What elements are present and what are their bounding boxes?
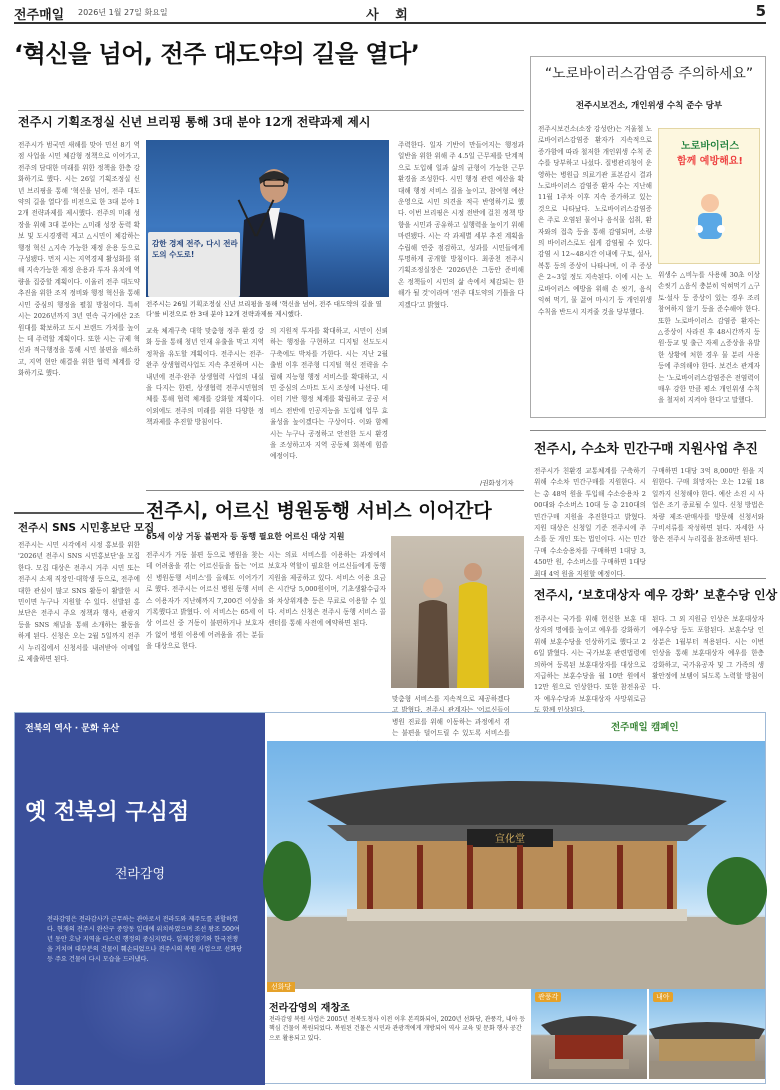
naea-photo [649,989,765,1079]
sns-title: 전주시 SNS 시민홍보단 모집 [18,522,155,534]
heritage-feature [14,712,766,1084]
norovirus-col1: 전주시보건소(소장 강성란)는 겨울철 노로바이러스감염증 환자가 지속적으로 증가함에 따라 철저한 개인위생 수칙 준수를 당부하고 나섰다. 질병관리청이 운영하는 병원급 의료기관 표본감시 결과 노로바이러스 감염증 환자 수는 지난해 11월 1주차 이후 지속 증가하고 있는 것으로 나타났다. 노로바이러스감염증은 주로 오염된 물이나 음식물 섭취, 환자와의 접촉 등을 통해 감염되며, 소량의 바이러스로도 쉽게 감염될 수 있다. 감염 시 12~48시간 이내에 구토, 설사, 복통 등의 증상이 나타나며, 이 주 증상은 2~3일 정도 지속된다. 이에 시는 노로바이러스 예방을 위해 손 씻기, 음식 익혀 먹기, 물 끓여 마시기 등 개인위생 수칙을 반드시 지켜줄 것을 당부했다. [538,125,652,316]
elderly-person-figure [411,574,455,688]
norovirus-subtitle: 전주시보건소, 개인위생 수칙 준수 당부 [575,101,723,111]
hydrogen-title: 전주시, 수소차 민간구매 지원사업 추진 [534,442,758,457]
top-subhead: 전주시 기획조정실 신년 브리핑 통해 3대 분야 12개 전략과제 제시 [18,110,524,130]
hospital-subhead: 65세 이상 거동 불편자 등 동행 필요한 어르신 대상 지원 [146,532,345,541]
hydrogen-col2: 구매하면 1대당 3억 8,000만 원을 지원한다. 구매 희망자는 오는 12월 18일까지 신청해야 한다. 예산 소진 시 사업은 조기 종료될 수 있다. 신청 방법은 차량 제조·판매사를 방문해 신청서와 구비서류를 작성하면 된다. 자세한 사항은 전주시 누리집을 참조하면 된다. [652,467,764,544]
divider [146,490,524,491]
page-number: 5 [755,2,766,20]
top-story-byline: /권화성기자 [480,479,514,487]
heritage-title: 옛 전북의 구심점 [25,800,190,825]
hospital-title: 전주시, 어르신 병원동행 서비스 이어간다 [146,500,492,522]
masthead [14,4,766,24]
seonhwadang-photo [267,741,765,989]
pavilion-icon [531,989,647,1079]
hospital-col1: 전주시가 거동 불편 등으로 병원을 찾는 데 어려움을 겪는 어르신들을 돕는 '어르신 병원동행 서비스'를 올해도 이어가기로 했다. 전주시는 어르신 병원 동행 서비스 이용자가 지난해까지 7,200건 이상을 기록했다고 밝혔다. 이 서비스는 65세 이상 어르신 중 거동이 불편하거나 보호자가 없어 병원 이용에 어려움을 겪는 분들을 대상으로 한다. [146,551,264,651]
norovirus-col2: 위생수 △비누를 사용해 30초 이상 손씻기 △음식 충분히 익혀먹기 △구토·설사 등 증상이 있는 경우 조리 참여하지 않기 등을 준수해야 한다. 또한 노로바이러스 감염증 환자는 △증상이 사라진 후 48시간까지 등원·등교 및 출근 자제 △증상을 유발한 상황에 처한 경우 물 분리 사용 등에 주의해야 한다. 보건소 관계자는 '노로바이러스감염증은 전염력이 매우 강한 만큼 평소 개인위생 수칙을 철저히 지켜야 한다'고 말했다. [658,271,760,405]
photo-caption: 전주시는 26일 기획조정실 신년 브리핑을 통해 '혁신을 넘어, 전주 대도약의 길을 열다'를 비전으로 한 3대 분야 12개 전략과제를 제시했다. [146,300,382,318]
norovirus-poster [658,128,760,264]
heritage-subbody: 전라감영 복원 사업은 2005년 전북도청사 이전 이후 본격화되어, 2020년 선화당, 관풍각, 내아 등 핵심 건물이 복원되었다. 복원된 건물은 시민과 관광객에게 개방되어 역사 교육 및 문화 행사 공간으로 활용되고 있다. [269,1016,526,1042]
top-story-col4: 주력한다. 일자 기반이 만들어지는 행정과 일반을 위한 위해 주 4.5일 근무제를 단계적으로 도입해 일과 삶의 균형이 가능한 근무 환경을 조성한다. 시민 행정 관련 예산을 확대해 행정 서비스 질을 높이고, 참여형 예산 운영으로 시민 의견을 적극 반영하기로 했다. 이번 브리핑은 시정 전반에 걸친 정책 방향을 시민과 공유하고 실행력을 높이기 위해 마련됐다. 시는 각 과제별 세부 추진 계획을 수립해 연중 점검하고, 성과를 시민들에게 투명하게 공개할 방침이다. 최종천 전주시 기획조정실장은 '2026년은 그동안 준비해온 정책들이 시민의 삶 속에서 체감되는 한 해가 될 것'이라며 '전주 대도약의 기틀을 다지겠다'고 밝혔다. [398,141,524,309]
heritage-place: 전라감영 [114,867,166,882]
building-sign-text: 宣化堂 [495,834,525,845]
podium-slogan: 감한 경제 전주, 다시 전라도의 수도로! [152,239,238,259]
hospital-photo [391,536,524,688]
tag-seonhwadang: 선화당 [267,982,295,992]
protect-col1: 전주시는 국가를 위해 헌신한 보훈 대상자의 명예를 높이고 예우를 강화하기 위해 보훈수당을 인상하기로 했다고 26일 밝혔다. 시는 국가보훈 관련법령에 의하여 등록된 보훈대상자를 대상으로 지급하는 보훈수당을 월 10만 원에서 12만 원으로 인상한다. 또한 참전유공자 예우수당과 보훈대상자 사망위로금도 함께 인상된다. [534,615,646,715]
tag-gwanpunggak: 관풍각 [535,992,561,1002]
top-headline: ‘혁신을 넘어, 전주 대도약의 길을 열다’ [14,40,420,68]
top-story-col3: 의 지원적 투자를 확대하고, 시민이 신뢰하는 행정을 구현하고 디지털 선도도시 구축에도 박차를 가한다. 시는 지난 2월 출범 이후 전주형 디지털 혁신 전략을 수립해 지능형 행정 서비스를 확대하고, 시민 중심의 스마트 도시 조성에 나선다. 데이터 기반 행정 체계를 확립하고 공공 서비스 전반에 인공지능을 도입해 업무 효율성을 높이겠다는 구상이다. 이와 함께 시는 누구나 공정하고 안전한 도시 환경을 조성하고자 지역 공동체 회복에 힘쓸 예정이다. [270,327,388,461]
heritage-kicker: 전북의 역사 · 문화 유산 [25,724,120,734]
top-story-col1: 전주시가 범국민 새해를 맞아 민선 8기 역점 사업을 시민 체감형 정책으로 이어가고, 전주의 담대한 미래를 위한 정책을 한층 강화하기로 했다. 시는 26일 기획조정실 신년 브리핑을 통해 '혁신을 넘어, 전주 대도약의 길을 열다'를 비전으로 한 3대 분야 12개 전략과제를 제시했다. 전주의 미래 성장을 위해 3대 분야는 △미래 성장 동력 확보 및 도시경쟁력 제고 △시민이 체감하는 행정 혁신 △지속 가능한 재정 운용 등으로 구성됐다. 먼저 시는 지역경제 활성화를 위해 지속가능한 재정 운용과 투자 유치에 역량을 집중할 계획이다. 이울러 전주 대도약 추진을 위한 조직 정비와 행정 혁신을 통해 시민 중심의 행정을 펼칠 방침이다. 특히 시는 2026년까지 3년 연속 국가예산 2조 원대를 확보하고 도시 브랜드 가치를 높이는 데 주력할 계획이다. 또한 시는 규제 혁신과 적극행정을 통해 시민 불편을 해소하고, 지역 현안 해결을 위한 협력 체계를 강화하기로 했다. [18,141,140,378]
gwanpunggak-photo [531,989,647,1079]
hydrogen-col1: 전주시가 친환경 교통체계를 구축하기 위해 수소차 민간구매를 지원한다. 시는 총 48억 원을 투입해 수소승용차 200대와 수소버스 10대 등 총 210대의 민간구매 지원을 추진한다고 밝혔다. 지원 대상은 신청일 기준 전주시에 주소를 둔 개인 또는 법인이다. 시는 민간구매 수소승용차를 구매하면 1대당 3,450만 원, 수소버스를 구매하면 1대당 최대 4억 원을 지원할 예정이다. [534,467,646,578]
naea-building-icon [649,989,765,1079]
section-name: 사 회 [366,8,414,23]
sns-body: 전주시는 시민 시각에서 시정 홍보를 위한 '2026년 전주시 SNS 시민홍보단'을 모집한다. 모집 대상은 전주시 거주 시민 또는 전주시 소재 직장인·대학생 등으로, 전주에 대한 관심이 많고 SNS 활동이 활발한 시민이면 누구나 지원할 수 있다. 선발된 홍보단은 전주시 주요 정책과 행사, 관광지 등을 SNS 채널을 통해 소개하는 활동을 하게 된다. 신청은 오는 2월 5일까지 전주시 누리집에서 신청서를 내려받아 이메일로 제출하면 된다. [18,541,140,664]
heritage-left-panel [15,713,265,1085]
speaker-figure [234,160,314,297]
heritage-body: 전라감영은 전라감사가 근무하는 관아로서 전라도와 제주도를 관할하였다. 현재의 전주시 완산구 중앙동 일대에 위치하였으며 조선 왕조 500여 년 동안 호남 지역을 다스린 행정의 중심지였다. 일제강점기와 한국전쟁을 거치며 대부분의 건물이 훼손되었으나 전주시의 복원 사업으로 선화당 등 주요 건물이 다시 모습을 드러냈다. [47,916,243,963]
hospital-col4: 맞춤형 서비스를 지속적으로 제공하겠다고 밝혔다. 전주시 관계자는 '어르신들이 병원 진료를 위해 이동하는 과정에서 겪는 불편을 덜어드릴 수 있도록 서비스를 [392,695,510,738]
hospital-col2: 시는 의료 서비스를 이용하는 과정에서 보호자 역할이 필요한 어르신들에게 동행 지원을 제공하고 있다. 서비스 이용 요금은 시간당 5,000원이며, 기초생활수급자와 차상위계층 등은 무료로 이용할 수 있다. 서비스 신청은 전주시 동행 서비스 콜센터를 통해 사전에 예약하면 된다. [268,551,386,628]
heritage-subtitle: 전라감영의 재창조 [269,1003,350,1014]
protect-col2: 된다. 그 외 지원금 인상은 보훈대상자 예우수당 등도 포함된다. 보훈수당 인상분은 1월부터 적용된다. 시는 이번 인상을 통해 보훈대상자 예우를 한층 강화하고, 국가유공자 및 그 가족의 생활안정에 보탬이 되도록 노력할 방침이다. [652,615,764,692]
tag-naea: 내아 [653,992,673,1002]
poster-slogan: 함께 예방해요! [676,156,743,167]
protect-title: 전주시, ‘보호대상자 예우 강화’ 보훈수당 인상 [534,588,778,602]
divider [530,430,766,431]
hanok-building-icon [267,741,765,989]
top-story-col2: 교육 체계구축 대학 맞춤형 정주 환경 강화 등을 통해 청년 인재 유출을 막고 지역 정착을 유도할 계획이다. 전주시는 전주·완주 상생협력사업도 지속 추진하며 시는 내년에 전주·완주 상생협력 사업의 내실을 다지는 한편, 상생협력 전주시민협의체를 통해 협력 체계를 강화할 계획이다. 이외에도 전주의 미래를 위한 다양한 정책과제를 추진할 방침이다. [146,327,264,427]
poster-logo: 노로바이러스 [681,141,739,152]
divider [530,578,766,579]
paper-name: 전주매일 [14,8,65,23]
helper-person-figure [453,560,493,688]
norovirus-title: “노로바이러스감염증 주의하세요” [544,66,754,82]
issue-date: 2026년 1월 27일 화요일 [78,8,168,17]
briefing-photo [146,140,389,297]
campaign-banner: 전주매일 캠페인 [611,722,679,733]
handwash-illustration-icon [689,191,731,245]
